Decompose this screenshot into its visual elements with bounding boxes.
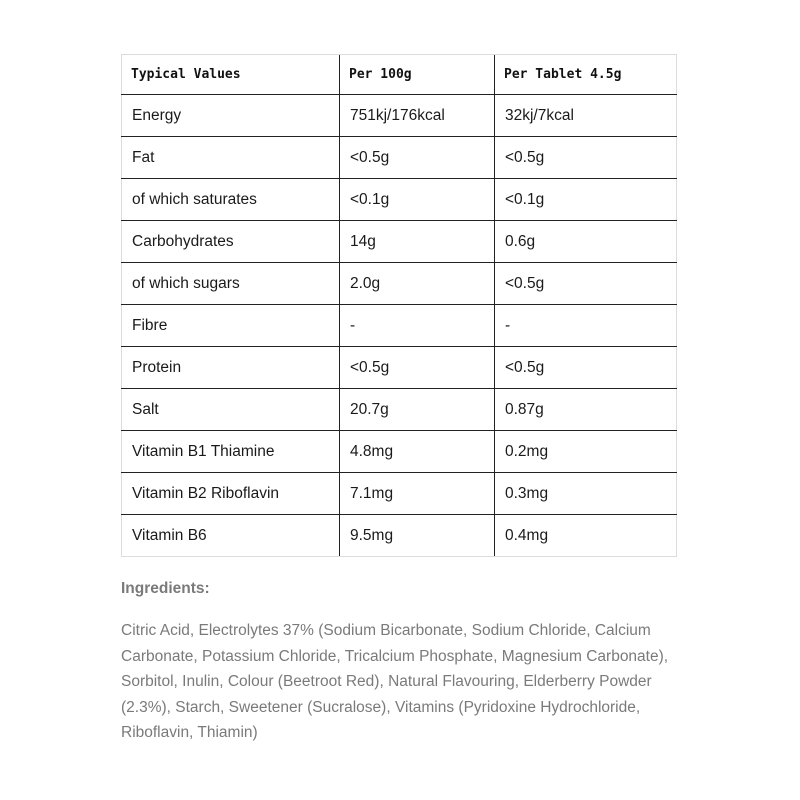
table-row bbox=[122, 179, 677, 221]
header-row bbox=[122, 55, 677, 95]
per-tablet-value: <0.5g bbox=[495, 137, 677, 179]
table-row bbox=[122, 431, 677, 473]
table-row bbox=[122, 347, 677, 389]
table-row bbox=[122, 221, 677, 263]
nutrition-panel bbox=[121, 54, 676, 746]
per-100g-value: 4.8mg bbox=[340, 431, 495, 473]
table-row bbox=[122, 95, 677, 137]
nutrient-name: of which saturates bbox=[122, 179, 340, 221]
ingredients-heading: Ingredients: bbox=[121, 580, 210, 597]
nutrient-name: Salt bbox=[122, 389, 340, 431]
per-tablet-value: <0.1g bbox=[495, 179, 677, 221]
table-row bbox=[122, 515, 677, 557]
per-100g-value: - bbox=[340, 305, 495, 347]
per-tablet-value: - bbox=[495, 305, 677, 347]
nutrient-name: Vitamin B6 bbox=[122, 515, 340, 557]
ingredients-text: Citric Acid, Electrolytes 37% (Sodium Bicarbonate, Sodium Chloride, Calcium Carbonate, Potassium Chloride, Tricalcium Phosphate, Magnesium Carbonate), Sorbitol, Inulin, Colour (Beetroot Red), Natural Flavouring, Elderberry Powder (2.3%), Starch, Sweetener (Sucralose), Vitamins (Pyridoxine Hydrochloride, Riboflavin, Thiamin) bbox=[121, 622, 669, 741]
per-tablet-value: 32kj/7kcal bbox=[495, 95, 677, 137]
per-100g-value: 7.1mg bbox=[340, 473, 495, 515]
per-100g-value: <0.1g bbox=[340, 179, 495, 221]
nutrient-name: Carbohydrates bbox=[122, 221, 340, 263]
table-row bbox=[122, 137, 677, 179]
per-100g-value: 2.0g bbox=[340, 263, 495, 305]
column-header-per-100g: Per 100g bbox=[340, 55, 495, 95]
nutrition-table bbox=[121, 54, 677, 557]
per-100g-value: <0.5g bbox=[340, 347, 495, 389]
table-row bbox=[122, 473, 677, 515]
nutrient-name: Protein bbox=[122, 347, 340, 389]
nutrient-name: Vitamin B2 Riboflavin bbox=[122, 473, 340, 515]
per-100g-value: 20.7g bbox=[340, 389, 495, 431]
table-row bbox=[122, 263, 677, 305]
nutrient-name: Fat bbox=[122, 137, 340, 179]
per-100g-value: 751kj/176kcal bbox=[340, 95, 495, 137]
column-header-per-tablet: Per Tablet 4.5g bbox=[495, 55, 677, 95]
per-tablet-value: 0.3mg bbox=[495, 473, 677, 515]
column-header-typical-values: Typical Values bbox=[122, 55, 340, 95]
per-tablet-value: 0.6g bbox=[495, 221, 677, 263]
nutrition-table-header bbox=[122, 55, 677, 95]
per-tablet-value: 0.4mg bbox=[495, 515, 677, 557]
table-row bbox=[122, 389, 677, 431]
per-tablet-value: 0.87g bbox=[495, 389, 677, 431]
nutrition-table-body bbox=[122, 95, 677, 557]
per-tablet-value: <0.5g bbox=[495, 347, 677, 389]
per-100g-value: <0.5g bbox=[340, 137, 495, 179]
per-tablet-value: 0.2mg bbox=[495, 431, 677, 473]
table-row bbox=[122, 305, 677, 347]
nutrient-name: Vitamin B1 Thiamine bbox=[122, 431, 340, 473]
per-100g-value: 9.5mg bbox=[340, 515, 495, 557]
nutrient-name: Energy bbox=[122, 95, 340, 137]
nutrient-name: of which sugars bbox=[122, 263, 340, 305]
nutrient-name: Fibre bbox=[122, 305, 340, 347]
per-100g-value: 14g bbox=[340, 221, 495, 263]
per-tablet-value: <0.5g bbox=[495, 263, 677, 305]
